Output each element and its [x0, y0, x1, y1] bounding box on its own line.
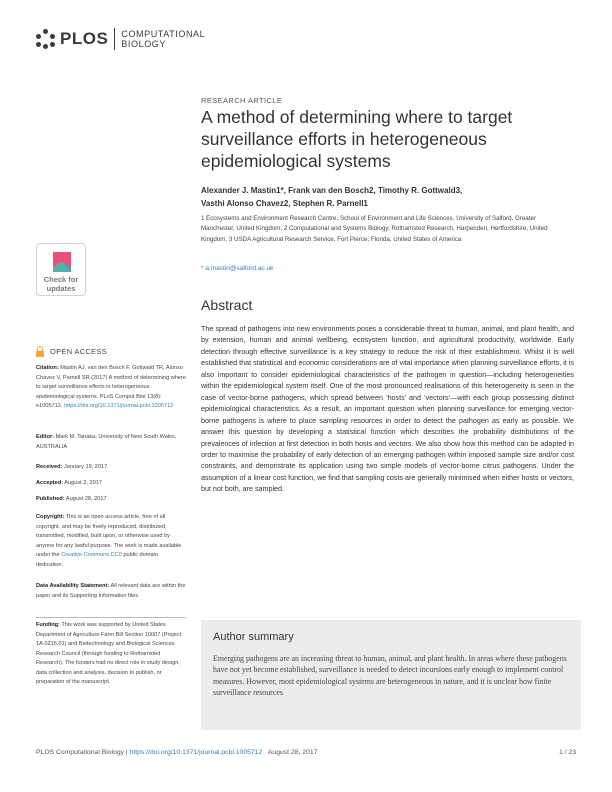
- author-summary-heading: Author summary: [213, 631, 294, 643]
- accepted-block: [36, 479, 186, 489]
- corresponding-email-link[interactable]: * a.mastin@salford.ac.uk: [201, 265, 274, 272]
- abstract-heading: Abstract: [201, 297, 253, 313]
- logo-divider: [114, 28, 115, 50]
- page-number: 1 / 23: [558, 749, 576, 756]
- plos-dots-icon: [36, 29, 56, 49]
- check-for-updates-button[interactable]: [36, 243, 86, 296]
- funding-text: This work was supported by United States Department of Agriculture Farm Bill Section 10007 (Project 1A.0215.01) and Biotechnology and Biological Sciences Research Council (through funding to Rothamsted Research). The funders had no direct role in study design, data collection and analysis, decision to publish, or preparation of the manuscript.: [36, 622, 182, 685]
- authors-line-2: Vasthi Alonso Chavez2, Stephen R. Parnell1: [201, 199, 368, 208]
- open-access-label: OPEN ACCESS: [50, 347, 108, 356]
- affiliations: 1 Ecosystems and Environment Research Centre, School of Environment and Life Sciences, University of Salford, Greater Manchester, United Kingdom, 2 Computational and Systems Biology, Rothamsted Research, Harpenden, Hertfordshire, United Kingdom, 3 USDA Agricultural Research Service, Fort Pierce, Florida, United States of America: [201, 215, 548, 243]
- footer-date: August 28, 2017: [267, 749, 318, 756]
- citation-text: Mastin AJ, van den Bosch F, Gottwald TR, Alonso Chavez V, Parnell SR (2017) A method of determining where to target surveillance efforts in heterogeneous epidemiological systems. PLoS Comput Biol 13(8): e1005712.: [36, 365, 186, 409]
- logo-subtitle-line1: COMPUTATIONAL: [121, 29, 206, 39]
- cc0-license-link[interactable]: Creative Commons CC0: [61, 552, 122, 558]
- editor-label: Editor:: [36, 434, 55, 440]
- copyright-text: This is an open access article, free of all copyright, and may be freely reproduced, distributed, transmitted, modified, built upon, or otherwise used by anyone for any lawful purpose. The work is made available under the: [36, 514, 182, 558]
- author-summary-box: [201, 620, 581, 730]
- open-access-badge: [36, 346, 107, 357]
- logo-subtitle: [121, 29, 205, 49]
- citation-block: [36, 364, 186, 412]
- article-type-label: RESEARCH ARTICLE: [201, 96, 283, 105]
- abstract-text: The spread of pathogens into new environments poses a considerable threat to human, animal, and plant health, and by extension, human and animal wellbeing, ecosystem function, and agricultural productivity, worldwide. Early detection through effective surveillance is a key strategy to reduce the risk of their establishment. Whilst it is well established that statistical and economic considerations are of vital importance when planning surveillance efforts, it is also important to consider epidemiological characteristics of the pathogen in question—including heterogeneities within the epidemiological system itself. One of the most pronounced realisations of this heterogeneity is seen in the case of vector-borne pathogens, which spread between ‘hosts’ and ‘vectors’—with each group possessing distinct epidemiological characteristics. As a result, an important question when planning surveillance for emerging vector-borne pathogens is where to place sampling resources in order to detect the pathogen as early as possible. We answer this question by developing a statistical function which describes the probability distributions of the prevalences of infection at first detection in both hosts and vectors. We also show how this method can be adapted in order to maximise the probability of early detection of an emerging pathogen within imposed sample size and/or cost constraints, and demonstrate its application using two simple models of vector-borne citrus pathogens. Under the assumption of a linear cost function, we find that sampling costs are generally minimised when either hosts or vectors, but not both, are sampled.: [201, 325, 574, 494]
- citation-label: Citation:: [36, 365, 59, 371]
- author-summary-text: Emerging pathogens are an increasing threat to human, animal, and plant health. In areas where these pathogens have not yet become established, surveillance is needed to detect incursions early enough to implement control measures. However, most epidemiological systems are heterogeneous in nature, and it is unclear how finite surveillance resources: [213, 654, 567, 698]
- article-title: [201, 106, 541, 172]
- published-label: Published:: [36, 496, 65, 502]
- editor-text: Mark M. Tanaka, University of New South Wales, AUSTRALIA: [36, 434, 177, 450]
- footer-doi-link[interactable]: https://doi.org/10.1371/journal.pcbi.1005712: [129, 749, 263, 756]
- funding-block: [36, 621, 186, 688]
- page-footer: [36, 749, 576, 756]
- crossmark-line2: updates: [46, 283, 76, 293]
- copyright-label: Copyright:: [36, 514, 65, 520]
- copyright-block: [36, 513, 186, 570]
- open-lock-icon: [36, 346, 44, 357]
- editor-block: [36, 433, 186, 452]
- logo-subtitle-line2: BIOLOGY: [121, 39, 167, 49]
- accepted-date: August 2, 2017: [64, 480, 102, 486]
- received-block: [36, 463, 186, 473]
- published-block: [36, 495, 186, 505]
- data-availability-text: All relevant data are within the paper and its Supporting Information files.: [36, 583, 186, 599]
- crossmark-label: [37, 276, 85, 293]
- footer-journal: PLOS Computational Biology |: [36, 749, 128, 756]
- received-label: Received:: [36, 464, 63, 470]
- logo-wordmark: PLOS: [60, 29, 109, 48]
- crossmark-line1: Check for: [43, 275, 79, 284]
- data-availability-block: [36, 582, 186, 601]
- accepted-label: Accepted:: [36, 480, 64, 486]
- crossmark-icon: [50, 250, 74, 274]
- title-line-3: epidemiological systems: [201, 151, 391, 171]
- title-line-1: A method of determining where to target: [201, 107, 513, 127]
- published-date: August 28, 2017: [65, 496, 107, 502]
- data-availability-label: Data Availability Statement:: [36, 583, 110, 589]
- citation-doi-link[interactable]: https://doi.org/10.1371/journal.pcbi.1005712: [64, 403, 174, 409]
- journal-logo: [36, 28, 205, 50]
- copyright-tail: public domain dedication.: [36, 552, 158, 568]
- funding-label: Funding:: [36, 622, 60, 628]
- title-line-2: surveillance efforts in heterogeneous: [201, 129, 487, 149]
- authors-line-1: Alexander J. Mastin1*, Frank van den Bosch2, Timothy R. Gottwald3,: [201, 186, 463, 195]
- author-list: [201, 184, 551, 210]
- sidebar-divider: [36, 617, 186, 618]
- received-date: January 19, 2017: [64, 464, 108, 470]
